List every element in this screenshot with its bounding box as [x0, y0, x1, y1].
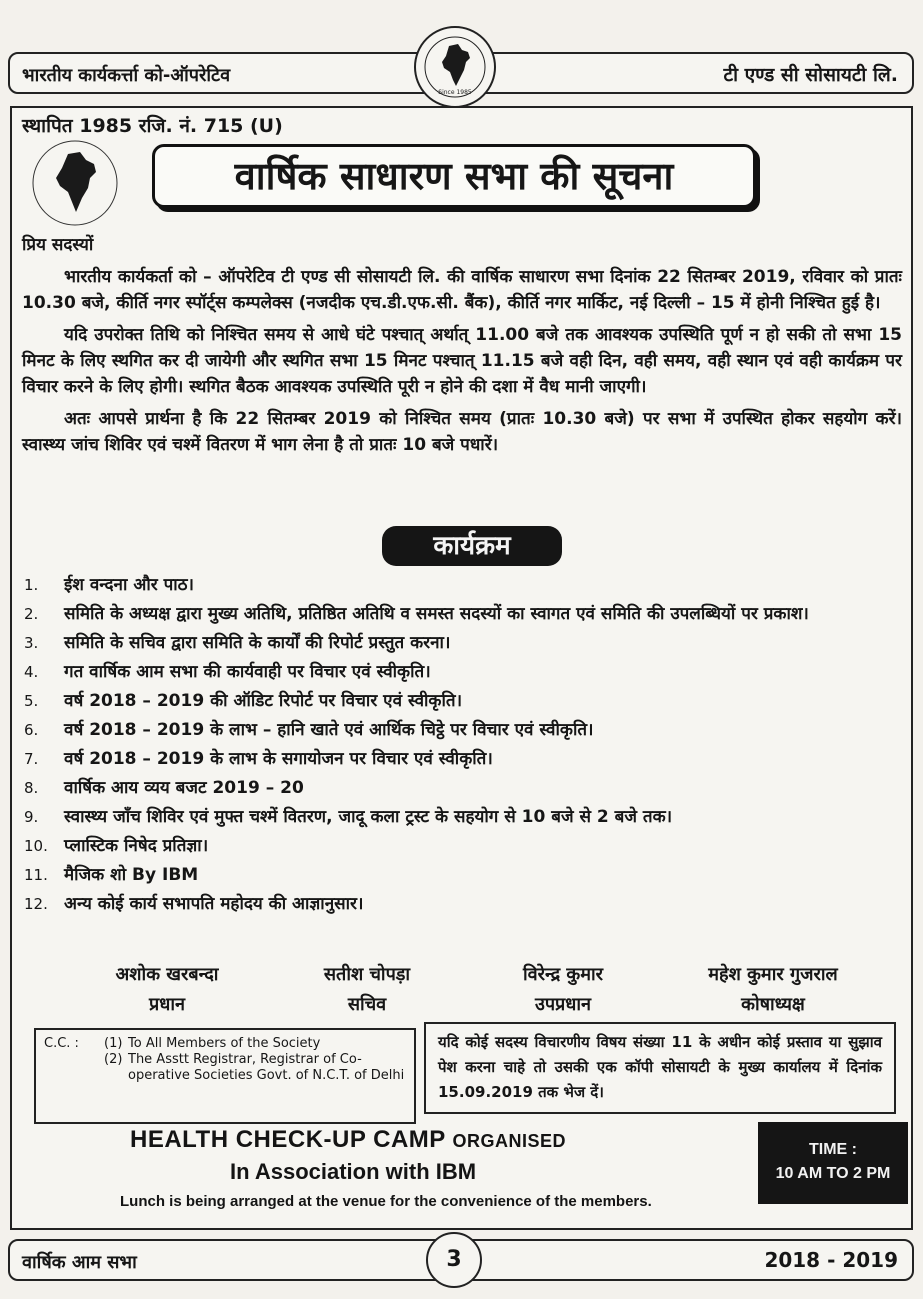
main-frame — [10, 106, 913, 1230]
signatory-role: कोषाध्यक्ष — [741, 994, 805, 1015]
list-item — [24, 833, 894, 859]
item-number: 8. — [24, 779, 39, 797]
cc-label: C.C. : — [44, 1036, 79, 1051]
item-text: अन्य कोई कार्य सभापति महोदय की आज्ञानुसार। — [64, 894, 364, 914]
camp-line-3: Lunch is being arranged at the venue for the convenience of the members. — [120, 1193, 652, 1210]
item-number: 3. — [24, 634, 39, 652]
programme-heading: कार्यक्रम — [382, 526, 562, 566]
footer-left-text: वार्षिक आम सभा — [22, 1252, 137, 1273]
cc-row — [44, 1036, 406, 1052]
signatory-president — [62, 960, 272, 1020]
notice-body — [22, 232, 902, 464]
signatory-role: प्रधान — [149, 994, 185, 1015]
signatory-name: महेश कुमार गुजराल — [708, 964, 838, 985]
item-text: ईश वन्दना और पाठ। — [64, 575, 194, 595]
registration-line: स्थापित 1985 रजि. नं. 715 (U) — [22, 115, 283, 137]
item-number: 2. — [24, 605, 39, 623]
item-number: 12. — [24, 895, 48, 913]
list-item — [24, 746, 894, 772]
page-title: वार्षिक साधारण सभा की सूचना — [152, 144, 756, 208]
item-number: 9. — [24, 808, 39, 826]
cc-row — [44, 1052, 406, 1084]
list-item — [24, 688, 894, 714]
camp-line-2: In Association with IBM — [230, 1159, 477, 1184]
camp-title-suffix: ORGANISED — [452, 1131, 567, 1151]
cc-item-text: To All Members of the Society — [128, 1036, 321, 1051]
footer-year: 2018 - 2019 — [764, 1248, 898, 1272]
item-text: वर्ष 2018 – 2019 के लाभ – हानि खाते एवं आर्थिक चिट्ठे पर विचार एवं स्वीकृति। — [64, 720, 594, 740]
signatory-role: सचिव — [347, 994, 387, 1015]
item-number: 5. — [24, 692, 39, 710]
list-item — [24, 601, 894, 627]
india-map-icon — [30, 138, 120, 228]
time-box — [758, 1122, 908, 1204]
signatory-name: विरेन्द्र कुमार — [522, 964, 604, 985]
signatory-treasurer — [658, 960, 888, 1020]
paragraph-2: यदि उपरोक्त तिथि को निश्चित समय से आधे घंटे पश्चात् अर्थात् 11.00 बजे तक आवश्यक उपस्थिति पूर्ण न हो सकी तो सभा 15 मिनट के लिए स्थगित कर दी जायेगी और स्थगित सभा 15 मिनट पश्चात् 11.15 बजे वही दिन, वही समय, वही स्थान एवं वही कार्यक्रम पर विचार करने के लिए होगी। स्थगित बैठक आवश्यक उपस्थिति पूरी न होने की दशा में वैध मानी जाएगी। — [22, 325, 902, 397]
signatory-secretary — [262, 960, 472, 1020]
item-text: वार्षिक आय व्यय बजट 2019 – 20 — [64, 778, 304, 798]
item-text: वर्ष 2018 – 2019 की ऑडिट रिपोर्ट पर विचार एवं स्वीकृति। — [64, 691, 463, 711]
paragraph-1: भारतीय कार्यकर्ता को – ऑपरेटिव टी एण्ड सी सोसायटी लि. की वार्षिक साधारण सभा दिनांक 22 सितम्बर 2019, रविवार को प्रातः 10.30 बजे, कीर्ति नगर स्पॉर्ट्स कम्पलेक्स (नजदीक एच.डी.एफ.सी. बैंक), कीर्ति नगर मार्किट, नई दिल्ली – 15 में होनी निश्चित हुई है। — [22, 267, 902, 313]
cc-item-number: (1) — [104, 1036, 123, 1051]
item-number: 4. — [24, 663, 39, 681]
camp-line-1 — [130, 1124, 762, 1157]
time-label: TIME : — [809, 1141, 857, 1158]
list-item — [24, 659, 894, 685]
cc-item-text: The Asstt Registrar, Registrar of Co-operative Societies Govt. of N.C.T. of Delhi — [128, 1052, 405, 1083]
list-item — [24, 775, 894, 801]
seal-since-text: Since 1985 — [438, 89, 472, 96]
signatory-role: उपप्रधान — [534, 994, 592, 1015]
list-item — [24, 862, 894, 888]
item-text: प्लास्टिक निषेद प्रतिज्ञा। — [64, 836, 209, 856]
item-number: 1. — [24, 576, 39, 594]
list-item — [24, 891, 894, 917]
item-text: समिति के अध्यक्ष द्वारा मुख्य अतिथि, प्रतिष्ठित अतिथि व समस्त सदस्यों का स्वागत एवं समिति की उपलब्धियों पर प्रकाश। — [64, 604, 809, 624]
item-number: 7. — [24, 750, 39, 768]
item-text: स्वास्थ्य जाँच शिविर एवं मुफ्त चश्में वितरण, जादू कला ट्रस्ट के सहयोग से 10 बजे से 2 बजे तक। — [64, 807, 673, 827]
item-number: 10. — [24, 837, 48, 855]
society-seal-logo — [414, 26, 496, 108]
cc-item-number: (2) — [104, 1052, 123, 1067]
paragraph-3: अतः आपसे प्रार्थना है कि 22 सितम्बर 2019 को निश्चित समय (प्रातः 10.30 बजे) पर सभा में उपस्थित होकर सहयोग करें। स्वास्थ्य जांच शिविर एवं चश्में वितरण में भाग लेना है तो प्रातः 10 बजे पधारें। — [22, 409, 902, 455]
side-seal-logo — [30, 138, 120, 228]
item-text: गत वार्षिक आम सभा की कार्यवाही पर विचार एवं स्वीकृति। — [64, 662, 431, 682]
salutation: प्रिय सदस्यों — [22, 235, 94, 255]
proposal-notice: यदि कोई सदस्य विचारणीय विषय संख्या 11 के अधीन कोई प्रस्ताव या सुझाव पेश करना चाहे तो उसकी एक कॉपी सोसायटी के मुख्य कार्यालय में दिनांक 15.09.2019 तक भेज दें। — [424, 1022, 896, 1114]
header-left-text: भारतीय कार्यकर्त्ता को-ऑपरेटिव — [22, 65, 231, 86]
signatory-name: अशोक खरबन्दा — [115, 964, 219, 985]
list-item — [24, 804, 894, 830]
india-map-icon — [416, 28, 494, 106]
list-item — [24, 572, 894, 598]
item-number: 6. — [24, 721, 39, 739]
agenda-list — [24, 572, 894, 920]
page-number: 3 — [426, 1232, 482, 1288]
health-camp-banner — [122, 1124, 762, 1217]
list-item — [24, 717, 894, 743]
item-text: समिति के सचिव द्वारा समिति के कार्यों की रिपोर्ट प्रस्तुत करना। — [64, 633, 451, 653]
item-number: 11. — [24, 866, 48, 884]
item-text: मैजिक शो By IBM — [64, 865, 199, 885]
list-item — [24, 630, 894, 656]
header-right-text: टी एण्ड सी सोसायटी लि. — [723, 64, 898, 86]
signatory-vice-president — [458, 960, 668, 1020]
cc-box — [34, 1028, 416, 1124]
item-text: वर्ष 2018 – 2019 के लाभ के सगायोजन पर विचार एवं स्वीकृति। — [64, 749, 493, 769]
time-value: 10 AM TO 2 PM — [775, 1165, 891, 1182]
camp-title: HEALTH CHECK-UP CAMP — [130, 1126, 446, 1153]
signatory-name: सतीश चोपड़ा — [323, 964, 411, 985]
